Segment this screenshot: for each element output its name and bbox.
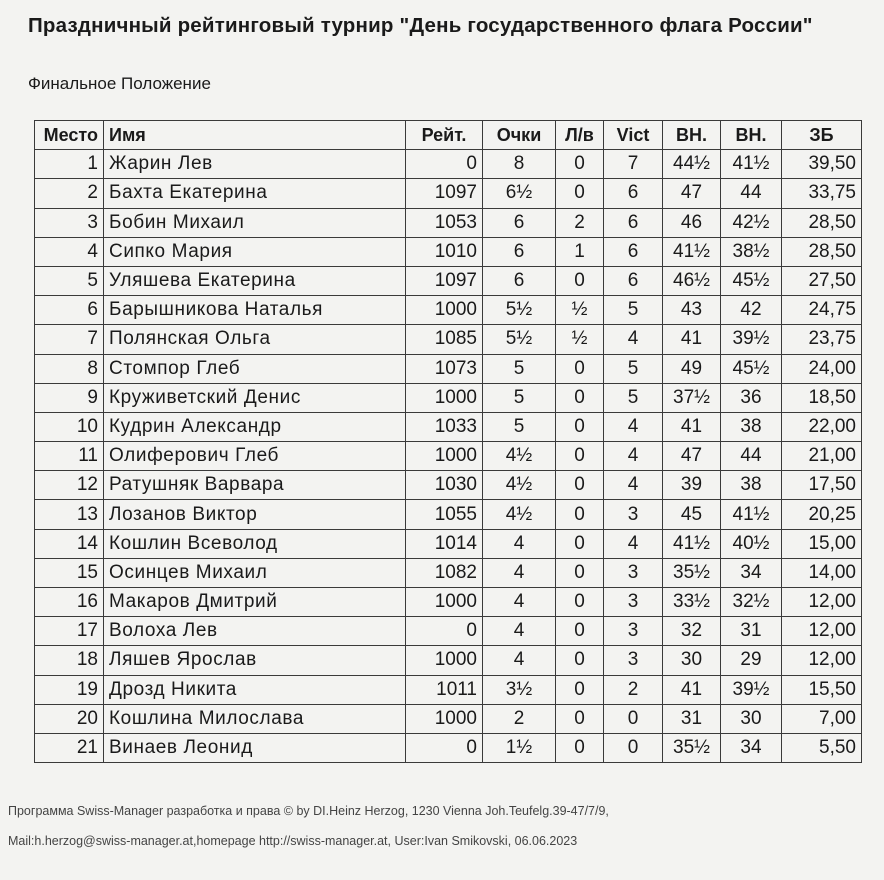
cell-victories: 3 [604,617,663,646]
table-row [35,704,862,733]
cell-rating: 1033 [406,412,483,441]
cell-victories: 6 [604,237,663,266]
cell-place: 2 [35,179,104,208]
cell-sonneborn-berger: 20,25 [782,500,862,529]
table-row [35,208,862,237]
cell-points: 5 [483,412,556,441]
cell-name: Полянская Ольга [104,325,406,354]
cell-name: Бобин Михаил [104,208,406,237]
cell-rating: 1055 [406,500,483,529]
cell-name: Макаров Дмитрий [104,588,406,617]
cell-direct-encounter: 1 [556,237,604,266]
cell-place: 11 [35,442,104,471]
cell-buchholz-2: 32½ [721,588,782,617]
cell-buchholz-1: 37½ [663,383,721,412]
cell-buchholz-1: 33½ [663,588,721,617]
cell-points: 4½ [483,471,556,500]
cell-buchholz-2: 44 [721,442,782,471]
cell-direct-encounter: 0 [556,150,604,179]
cell-place: 10 [35,412,104,441]
table-row [35,442,862,471]
cell-buchholz-1: 31 [663,704,721,733]
table-row [35,354,862,383]
cell-buchholz-2: 34 [721,558,782,587]
cell-points: 4 [483,529,556,558]
cell-points: 5 [483,383,556,412]
cell-points: 8 [483,150,556,179]
standings-table [34,120,862,763]
table-row [35,179,862,208]
cell-rating: 1000 [406,383,483,412]
footer-contact: Mail:h.herzog@swiss-manager.at,homepage http://swiss-manager.at, User:Ivan Smikovski, 06.06.2023 [8,834,578,848]
cell-points: 4 [483,617,556,646]
cell-points: 6½ [483,179,556,208]
cell-buchholz-1: 46½ [663,266,721,295]
cell-buchholz-2: 31 [721,617,782,646]
cell-direct-encounter: 0 [556,471,604,500]
cell-sonneborn-berger: 39,50 [782,150,862,179]
cell-sonneborn-berger: 15,50 [782,675,862,704]
table-row [35,266,862,295]
cell-place: 16 [35,588,104,617]
cell-buchholz-1: 32 [663,617,721,646]
cell-buchholz-2: 45½ [721,354,782,383]
cell-rating: 1082 [406,558,483,587]
cell-place: 8 [35,354,104,383]
cell-rating: 1000 [406,646,483,675]
cell-direct-encounter: 0 [556,558,604,587]
cell-points: 5½ [483,296,556,325]
cell-buchholz-1: 30 [663,646,721,675]
cell-rating: 1000 [406,442,483,471]
cell-name: Кудрин Александр [104,412,406,441]
cell-buchholz-2: 41½ [721,500,782,529]
cell-sonneborn-berger: 23,75 [782,325,862,354]
cell-sonneborn-berger: 27,50 [782,266,862,295]
cell-place: 3 [35,208,104,237]
cell-buchholz-1: 43 [663,296,721,325]
cell-victories: 4 [604,529,663,558]
cell-name: Жарин Лев [104,150,406,179]
cell-name: Сипко Мария [104,237,406,266]
cell-direct-encounter: 0 [556,383,604,412]
cell-direct-encounter: 0 [556,354,604,383]
cell-rating: 1030 [406,471,483,500]
cell-buchholz-1: 47 [663,179,721,208]
header-direct-encounter: Л/в [556,121,604,150]
cell-name: Осинцев Михаил [104,558,406,587]
table-row [35,237,862,266]
cell-place: 12 [35,471,104,500]
cell-points: 6 [483,237,556,266]
cell-victories: 0 [604,704,663,733]
cell-name: Олиферович Глеб [104,442,406,471]
cell-victories: 4 [604,471,663,500]
cell-direct-encounter: ½ [556,296,604,325]
cell-rating: 1000 [406,704,483,733]
cell-buchholz-2: 29 [721,646,782,675]
cell-points: 4 [483,588,556,617]
cell-sonneborn-berger: 22,00 [782,412,862,441]
cell-points: 6 [483,208,556,237]
header-sonneborn-berger: ЗБ [782,121,862,150]
header-points: Очки [483,121,556,150]
cell-sonneborn-berger: 21,00 [782,442,862,471]
cell-buchholz-2: 34 [721,733,782,762]
cell-victories: 4 [604,442,663,471]
cell-buchholz-2: 39½ [721,675,782,704]
cell-rating: 1097 [406,179,483,208]
cell-victories: 5 [604,354,663,383]
table-row [35,733,862,762]
cell-victories: 6 [604,208,663,237]
cell-rating: 0 [406,617,483,646]
cell-sonneborn-berger: 28,50 [782,237,862,266]
cell-points: 5 [483,354,556,383]
cell-direct-encounter: 0 [556,646,604,675]
cell-victories: 6 [604,179,663,208]
cell-buchholz-2: 42½ [721,208,782,237]
cell-place: 20 [35,704,104,733]
cell-buchholz-1: 41 [663,675,721,704]
cell-points: 4½ [483,500,556,529]
cell-buchholz-1: 35½ [663,558,721,587]
header-name: Имя [104,121,406,150]
cell-direct-encounter: 0 [556,675,604,704]
cell-rating: 1010 [406,237,483,266]
table-row [35,675,862,704]
cell-buchholz-2: 41½ [721,150,782,179]
table-row [35,412,862,441]
cell-buchholz-2: 36 [721,383,782,412]
table-row [35,325,862,354]
cell-points: 4½ [483,442,556,471]
cell-name: Круживетский Денис [104,383,406,412]
cell-direct-encounter: 0 [556,266,604,295]
cell-rating: 1053 [406,208,483,237]
cell-direct-encounter: 0 [556,442,604,471]
table-row [35,150,862,179]
header-buchholz-2: ВН. [721,121,782,150]
header-place: Место [35,121,104,150]
cell-victories: 7 [604,150,663,179]
cell-place: 5 [35,266,104,295]
table-row [35,383,862,412]
cell-buchholz-1: 35½ [663,733,721,762]
cell-victories: 6 [604,266,663,295]
cell-name: Дрозд Никита [104,675,406,704]
cell-buchholz-2: 44 [721,179,782,208]
cell-victories: 4 [604,325,663,354]
table-row [35,529,862,558]
cell-direct-encounter: 0 [556,529,604,558]
page-subtitle: Финальное Положение [28,74,211,93]
cell-sonneborn-berger: 28,50 [782,208,862,237]
cell-direct-encounter: 2 [556,208,604,237]
page-title: Праздничный рейтинговый турнир "День государственного флага России" [28,14,813,37]
cell-buchholz-2: 38 [721,412,782,441]
cell-buchholz-1: 41 [663,412,721,441]
cell-place: 4 [35,237,104,266]
cell-rating: 1000 [406,588,483,617]
cell-victories: 3 [604,558,663,587]
cell-name: Лозанов Виктор [104,500,406,529]
cell-place: 21 [35,733,104,762]
cell-buchholz-1: 41½ [663,237,721,266]
cell-rating: 0 [406,150,483,179]
cell-buchholz-1: 44½ [663,150,721,179]
cell-rating: 1000 [406,296,483,325]
cell-name: Стомпор Глеб [104,354,406,383]
cell-buchholz-1: 41 [663,325,721,354]
cell-sonneborn-berger: 15,00 [782,529,862,558]
cell-sonneborn-berger: 17,50 [782,471,862,500]
cell-place: 1 [35,150,104,179]
cell-direct-encounter: 0 [556,704,604,733]
table-header-row [35,121,862,150]
cell-points: 4 [483,558,556,587]
table-row [35,646,862,675]
cell-place: 9 [35,383,104,412]
cell-direct-encounter: 0 [556,733,604,762]
cell-direct-encounter: 0 [556,412,604,441]
cell-rating: 0 [406,733,483,762]
cell-points: 6 [483,266,556,295]
cell-place: 17 [35,617,104,646]
cell-buchholz-1: 41½ [663,529,721,558]
header-buchholz-1: ВН. [663,121,721,150]
cell-sonneborn-berger: 24,00 [782,354,862,383]
table-row [35,500,862,529]
cell-buchholz-1: 49 [663,354,721,383]
cell-buchholz-2: 42 [721,296,782,325]
cell-points: 4 [483,646,556,675]
cell-buchholz-1: 39 [663,471,721,500]
cell-name: Барышникова Наталья [104,296,406,325]
cell-buchholz-1: 47 [663,442,721,471]
cell-victories: 3 [604,500,663,529]
cell-place: 7 [35,325,104,354]
table-row [35,588,862,617]
cell-sonneborn-berger: 12,00 [782,646,862,675]
cell-place: 19 [35,675,104,704]
cell-victories: 5 [604,296,663,325]
cell-sonneborn-berger: 12,00 [782,617,862,646]
cell-points: 5½ [483,325,556,354]
cell-place: 15 [35,558,104,587]
cell-buchholz-2: 40½ [721,529,782,558]
cell-direct-encounter: 0 [556,500,604,529]
cell-place: 18 [35,646,104,675]
cell-name: Волоха Лев [104,617,406,646]
cell-sonneborn-berger: 7,00 [782,704,862,733]
cell-buchholz-2: 30 [721,704,782,733]
cell-sonneborn-berger: 12,00 [782,588,862,617]
cell-buchholz-2: 38½ [721,237,782,266]
footer-copyright: Программа Swiss-Manager разработка и права © by DI.Heinz Herzog, 1230 Vienna Joh.Teufelg.39-47/7/9, [8,804,609,818]
cell-rating: 1014 [406,529,483,558]
cell-buchholz-2: 45½ [721,266,782,295]
cell-name: Кошлина Милослава [104,704,406,733]
cell-buchholz-1: 45 [663,500,721,529]
cell-name: Винаев Леонид [104,733,406,762]
cell-rating: 1085 [406,325,483,354]
header-victories: Vict [604,121,663,150]
cell-sonneborn-berger: 33,75 [782,179,862,208]
table-row [35,296,862,325]
cell-name: Уляшева Екатерина [104,266,406,295]
cell-direct-encounter: 0 [556,588,604,617]
cell-victories: 3 [604,588,663,617]
cell-place: 13 [35,500,104,529]
cell-name: Ратушняк Варвара [104,471,406,500]
header-rating: Рейт. [406,121,483,150]
cell-rating: 1073 [406,354,483,383]
cell-points: 2 [483,704,556,733]
cell-rating: 1097 [406,266,483,295]
cell-rating: 1011 [406,675,483,704]
cell-direct-encounter: ½ [556,325,604,354]
table-row [35,617,862,646]
cell-points: 1½ [483,733,556,762]
cell-place: 14 [35,529,104,558]
cell-sonneborn-berger: 24,75 [782,296,862,325]
cell-sonneborn-berger: 14,00 [782,558,862,587]
cell-victories: 2 [604,675,663,704]
cell-name: Бахта Екатерина [104,179,406,208]
cell-sonneborn-berger: 18,50 [782,383,862,412]
cell-buchholz-2: 38 [721,471,782,500]
cell-victories: 0 [604,733,663,762]
cell-victories: 4 [604,412,663,441]
cell-name: Ляшев Ярослав [104,646,406,675]
cell-points: 3½ [483,675,556,704]
cell-buchholz-1: 46 [663,208,721,237]
cell-name: Кошлин Всеволод [104,529,406,558]
cell-direct-encounter: 0 [556,617,604,646]
cell-place: 6 [35,296,104,325]
table-row [35,471,862,500]
table-row [35,558,862,587]
cell-buchholz-2: 39½ [721,325,782,354]
cell-sonneborn-berger: 5,50 [782,733,862,762]
cell-victories: 5 [604,383,663,412]
cell-direct-encounter: 0 [556,179,604,208]
cell-victories: 3 [604,646,663,675]
